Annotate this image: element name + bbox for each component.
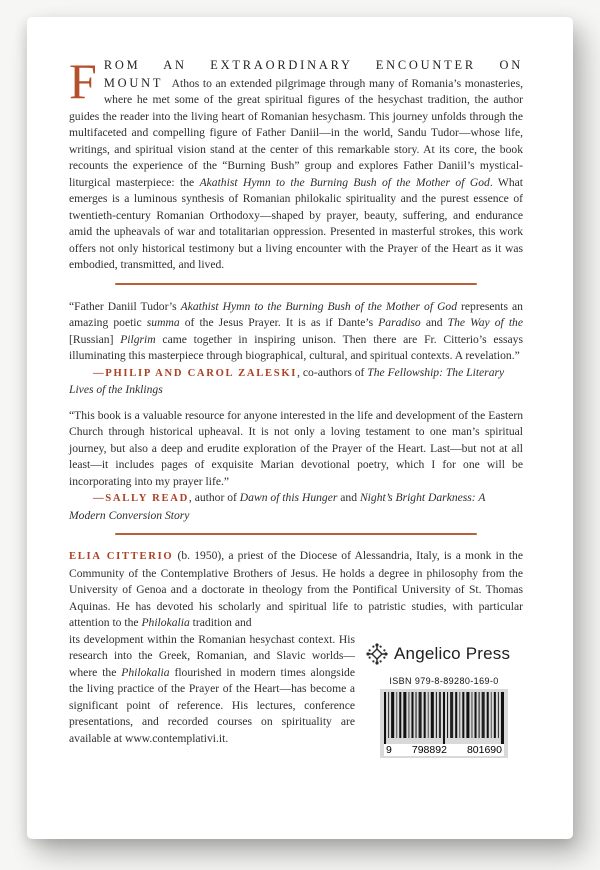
endorsement-attribution: —SALLY READ, author of Dawn of this Hunger and Night’s Bright Darkness: A Modern Conversion Story (69, 491, 486, 522)
isbn-label: ISBN 979-8-89280-169-0 (389, 675, 499, 686)
barcode-bars (384, 692, 504, 744)
budded-cross-icon (365, 642, 389, 666)
divider-rule-bottom (115, 533, 477, 535)
endorsement-attribution: —PHILIP AND CAROL ZALESKI, co-authors of The Fellowship: The Literary Lives of the Inklings (69, 365, 505, 396)
endorsement-quote: “This book is a valuable resource for anyone interested in the life and development of the Eastern Church through historical upheaval. It is not only a loving testament to one man’s spiritual journey, but also a deep and erudite exploration of the Prayer of the Heart. Last—but not at all least—it includes pages of exquisite Marian devotional poetry, which I for one will be incorporating into my prayer life.” (69, 408, 523, 488)
book-description: FROM AN EXTRAORDINARY ENCOUNTER ON MOUNT Athos to an extended pilgrimage through many of Romania’s monasteries, where he met some of the great spiritual figures of the hesychast tradition, the author guides the reader into the living heart of Romanian hesychasm. This journey unfolds through the multifaceted and compelling figure of Father Daniil—in the world, Sandu Tudor—whose life, writings, and spiritual vision stand at the center of this remarkable story. At its core, the book recounts the experience of the “Burning Bush” group and explores Father Daniil’s mystical-liturgical masterpiece: the Akathist Hymn to the Burning Bush of the Mother of God. What emerges is a luminous synthesis of Romanian philokalic spirituality and the purest essence of twentieth-century Romanian Orthodoxy—shaped by prayer, beauty, suffering, and endurance amid the upheavals of war and totalitarian oppression. Presented in masterful strokes, this work offers not only historical testimony but a living encounter with the Prayer of the Heart as it was embodied, transmitted, and lived. (69, 53, 523, 271)
barcode-digit-group1: 798892 (411, 743, 447, 756)
book-back-cover (27, 17, 573, 839)
barcode-digits (384, 744, 504, 756)
barcode-digit-group2: 801690 (466, 743, 502, 756)
bio-and-publisher-row (69, 632, 523, 758)
drop-cap: F (69, 53, 97, 109)
author-bio (69, 548, 523, 758)
author-bio-text-wrapped: its development within the Romanian hesychast context. His research into the Greek, Romanian, and Slavic worlds—where the Philokalia flourished in modern times alongside the living practice of the Prayer of the Heart—has become a significant point of reference. His lectures, conference presentations, and recorded courses on spirituality are available at www.contemplativi.it. (69, 632, 355, 745)
endorsement-quote: “Father Daniil Tudor’s Akathist Hymn to the Burning Bush of the Mother of God represents an amazing poetic summa of the Jesus Prayer. It is as if Dante’s Paradiso and The Way of the [Russian] Pilgrim came together in inspiring unison. Then there are Fr. Citterio’s essays illuminating this masterpiece through biographical, cultural, and spiritual contexts. A revelation.” (69, 299, 523, 362)
publisher-logo (365, 642, 523, 666)
isbn-barcode (380, 689, 508, 758)
publisher-name: Angelico Press (394, 643, 511, 663)
endorsement-zaleski (69, 299, 523, 399)
author-bio-text-full-width: ELIA CITTERIO (b. 1950), a priest of the Diocese of Alessandria, Italy, is a monk in the Community of the Contemplative Brothers of Jesus. He holds a degree in philosophy from the University of Genoa and a doctorate in theology from the Pontifical University of St. Thomas Aquinas. He has devoted his scholarly and spiritual life to patristic studies, with particular attention to the Philokalia tradition and (69, 549, 523, 629)
barcode-digit-first: 9 (386, 743, 392, 756)
endorsement-read (69, 408, 523, 525)
divider-rule-top (115, 283, 477, 285)
publisher-block (365, 632, 523, 758)
